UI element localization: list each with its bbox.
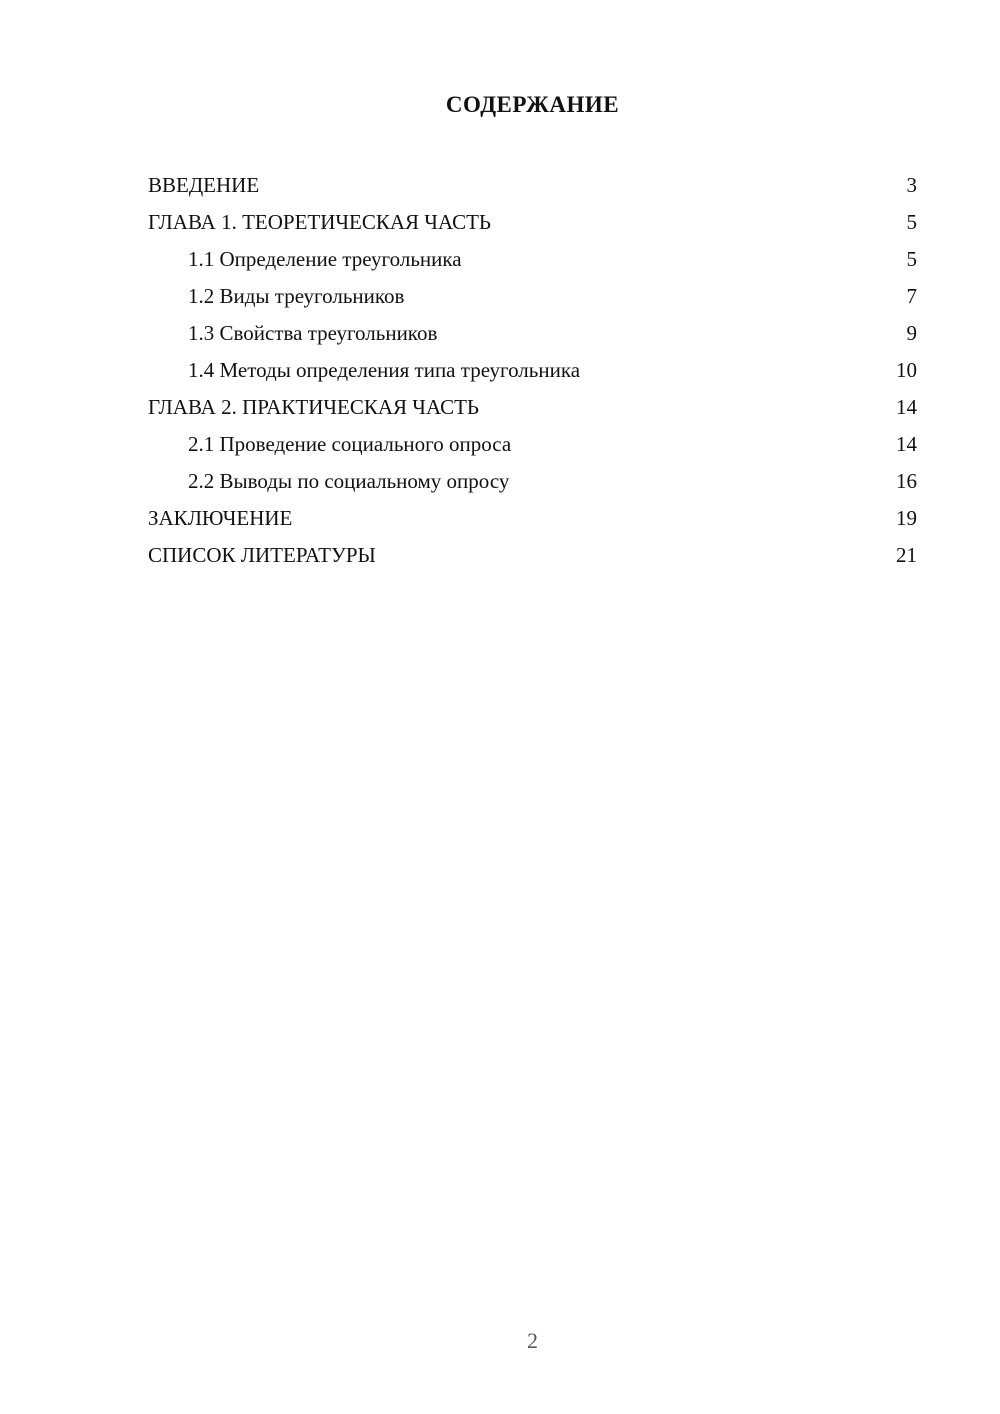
toc-entry: [148, 204, 917, 241]
toc-entry-label: СПИСОК ЛИТЕРАТУРЫ: [148, 543, 376, 567]
table-of-contents: [148, 167, 917, 574]
toc-entry-label: ГЛАВА 2. ПРАКТИЧЕСКАЯ ЧАСТЬ: [148, 395, 479, 419]
toc-entry-label: 1.2 Виды треугольников: [188, 284, 405, 308]
toc-entry: [148, 500, 917, 537]
toc-entry-page-number: 3: [906, 173, 917, 197]
toc-entry: [148, 315, 917, 352]
toc-entry-label: ГЛАВА 1. ТЕОРЕТИЧЕСКАЯ ЧАСТЬ: [148, 210, 491, 234]
toc-entry-page-number: 14: [896, 432, 917, 456]
toc-entry: [148, 278, 917, 315]
page-title: СОДЕРЖАНИЕ: [445, 92, 620, 117]
toc-entry: [148, 352, 917, 389]
footer-page-number: 2: [527, 1328, 538, 1353]
toc-entry-page-number: 5: [906, 247, 917, 271]
toc-entry-page-number: 5: [906, 210, 917, 234]
toc-entry-label: 2.2 Выводы по социальному опросу: [188, 469, 510, 493]
toc-entry: [148, 463, 917, 500]
toc-entry-page-number: 14: [896, 395, 917, 419]
toc-entry-label: ЗАКЛЮЧЕНИЕ: [148, 506, 293, 530]
toc-entry-label: 1.3 Свойства треугольников: [188, 321, 438, 345]
toc-entry: [148, 537, 917, 574]
toc-entry-label: 1.1 Определение треугольника: [188, 247, 462, 271]
toc-entry-page-number: 9: [906, 321, 917, 345]
toc-entry: [148, 167, 917, 204]
toc-entry-label: ВВЕДЕНИЕ: [148, 173, 260, 197]
toc-entry-page-number: 7: [906, 284, 917, 308]
toc-entry: [148, 241, 917, 278]
toc-entry-page-number: 21: [896, 543, 917, 567]
toc-entry: [148, 389, 917, 426]
toc-entry-label: 1.4 Методы определения типа треугольника: [188, 358, 581, 382]
toc-entry-page-number: 10: [896, 358, 917, 382]
toc-entry-page-number: 16: [896, 469, 917, 493]
toc-entry-label: 2.1 Проведение социального опроса: [188, 432, 512, 456]
toc-entry: [148, 426, 917, 463]
toc-entry-page-number: 19: [896, 506, 917, 530]
